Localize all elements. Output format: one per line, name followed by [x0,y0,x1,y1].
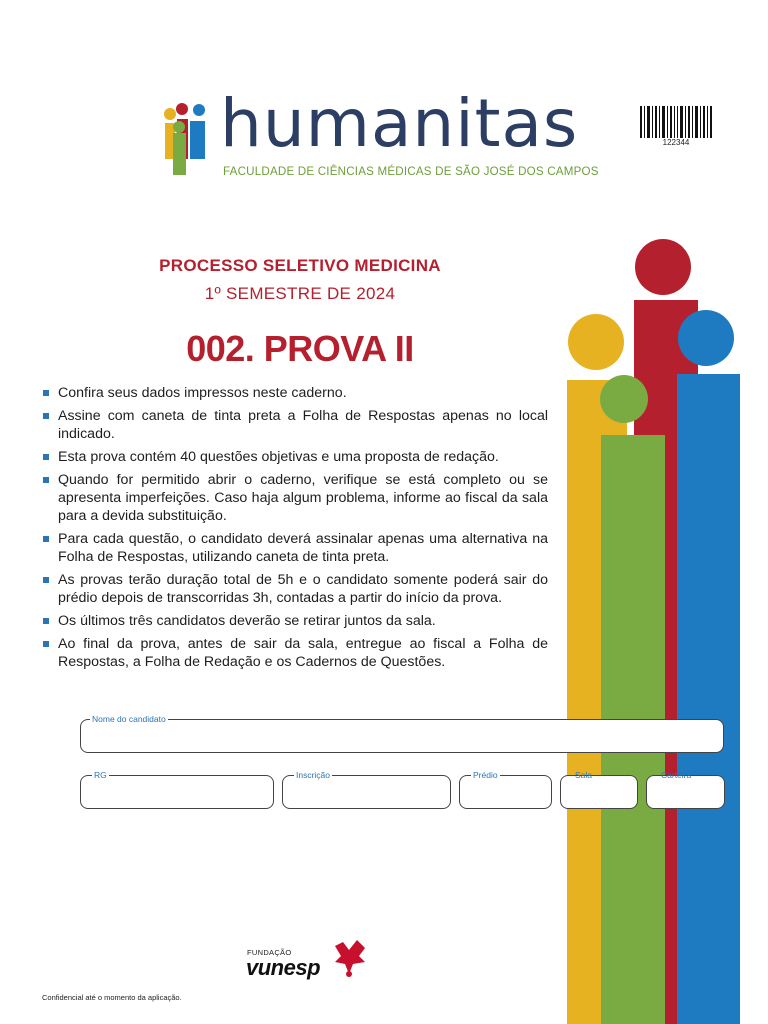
instruction-item: Confira seus dados impressos neste caderno. [42,384,548,402]
instruction-item: Esta prova contém 40 questões objetivas e uma proposta de redação. [42,448,548,466]
semester-title: 1º SEMESTRE DE 2024 [204,284,396,303]
inscricao-field[interactable] [282,770,451,809]
rg-label: RG [94,770,107,780]
inscricao-label: Inscrição [296,770,331,780]
instruction-item: Assine com caneta de tinta preta a Folha de Respostas apenas no local indicado. [42,407,548,443]
barcode-number: 122344 [662,138,690,147]
bullet-icon [43,641,49,647]
bullet-icon [43,477,49,483]
instruction-item: Quando for permitido abrir o caderno, verifique se está completo ou se apresenta imperfeições. Caso haja algum problema, informe ao fiscal da sala para a devida substituição. [42,471,548,525]
barcode-icon [640,106,712,138]
bullet-icon [43,390,49,396]
carteira-field[interactable] [646,770,725,809]
bullet-icon [43,618,49,624]
bullet-icon [43,413,49,419]
vunesp-logo-icon [331,940,367,978]
instructions-list [42,384,548,676]
humanitas-logo-icon [163,103,209,177]
instruction-item: Os últimos três candidatos deverão se retirar juntos da sala. [42,612,548,630]
brand-subtitle: FACULDADE DE CIÊNCIAS MÉDICAS DE SÃO JOSÉ DOS CAMPOS [223,165,599,178]
vunesp-wordmark: vunesp [246,955,321,980]
decorative-figures-graphic [560,236,768,1024]
instruction-item: Ao final da prova, antes de sair da sala, entregue ao fiscal a Folha de Respostas, a Folha de Redação e os Cadernos de Questões. [42,635,548,671]
bullet-icon [43,536,49,542]
sala-field[interactable] [560,770,638,809]
exam-title: 002. PROVA II [186,328,414,369]
candidate-name-field[interactable] [80,714,724,753]
confidential-note: Confidencial até o momento da aplicação. [42,993,182,1002]
process-title: PROCESSO SELETIVO MEDICINA [159,256,441,275]
instruction-item: Para cada questão, o candidato deverá assinalar apenas uma alternativa na Folha de Respostas, utilizando caneta de tinta preta. [42,530,548,566]
instruction-item: As provas terão duração total de 5h e o candidato somente poderá sair do prédio depois de transcorridas 3h, contadas a partir do início da prova. [42,571,548,607]
bullet-icon [43,454,49,460]
carteira-label: Carteira [661,770,692,780]
candidate-name-label: Nome do candidato [92,714,166,724]
sala-label: Sala [575,770,593,780]
predio-field[interactable] [459,770,552,809]
bullet-icon [43,577,49,583]
fundacao-label: FUNDAÇÃO [247,948,292,957]
predio-label: Prédio [473,770,498,780]
brand-name: humanitas [220,85,579,162]
rg-field[interactable] [80,770,274,809]
